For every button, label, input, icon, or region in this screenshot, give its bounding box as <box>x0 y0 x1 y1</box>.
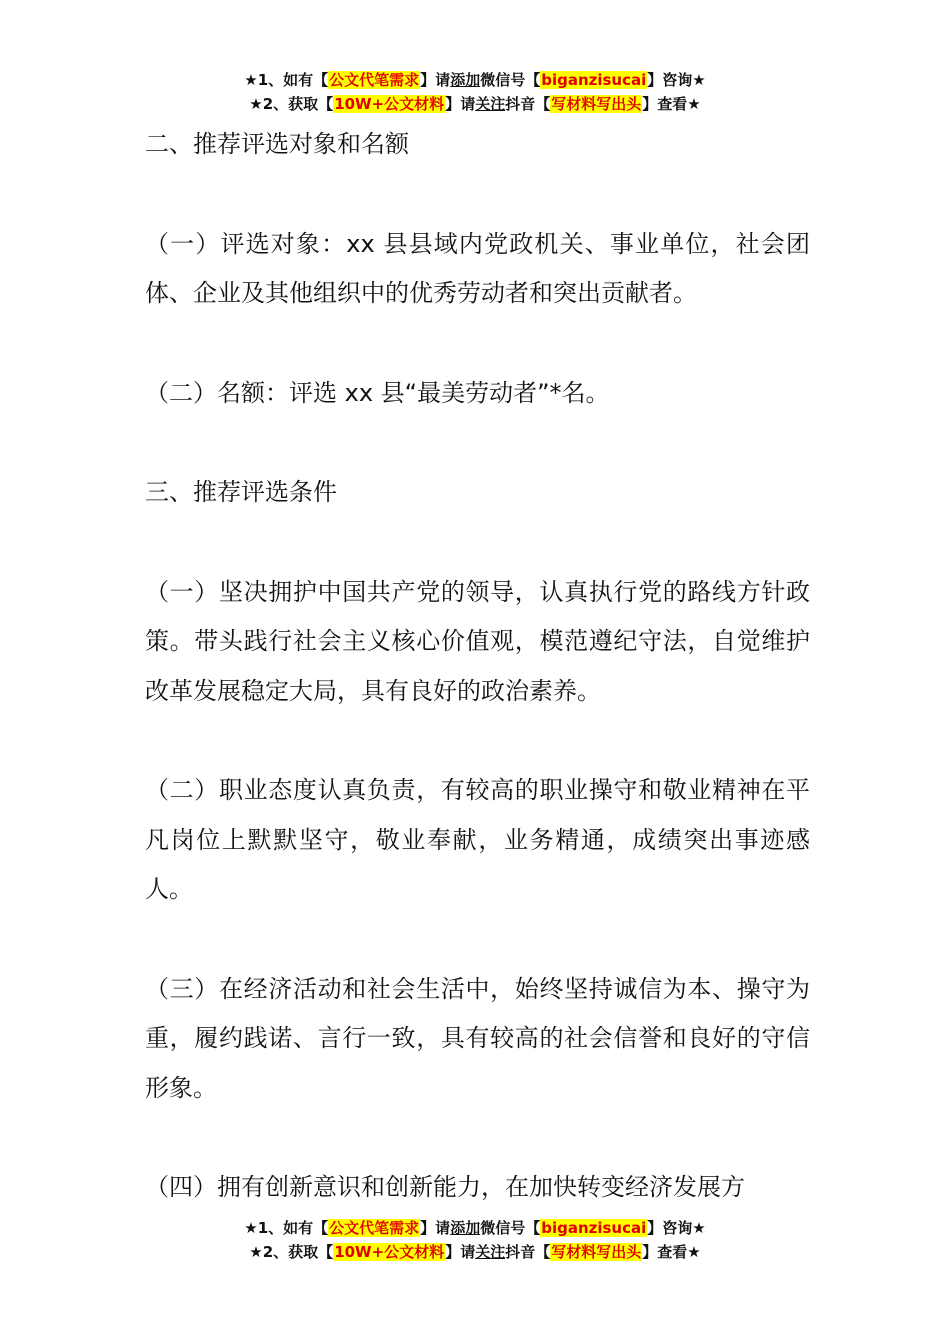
section-heading: 三、推荐评选条件 <box>145 478 337 506</box>
banner-line-2: ★2、获取【10W+公文材料】请关注抖音【写材料写出头】查看★ <box>249 1243 701 1261</box>
banner-highlight: 公文代笔需求 <box>329 1219 420 1237</box>
banner-wechat-id: biganzisucai <box>541 1219 647 1237</box>
document-body <box>145 120 810 1213</box>
banner-douyin-id: 写材料写出头 <box>551 1243 642 1261</box>
section-heading: 二、推荐评选对象和名额 <box>145 130 409 158</box>
paragraph: （一）评选对象：xx 县县域内党政机关、事业单位，社会团体、企业及其他组织中的优秀劳动者和突出贡献者。 <box>145 229 810 307</box>
paragraph: （一）坚决拥护中国共产党的领导，认真执行党的路线方针政策。带头践行社会主义核心价值观，模范遵纪守法，自觉维护改革发展稳定大局，具有良好的政治素养。 <box>145 577 810 705</box>
banner-highlight: 公文代笔需求 <box>329 71 420 89</box>
header-banner <box>0 68 950 116</box>
banner-douyin-id: 写材料写出头 <box>551 95 642 113</box>
banner-highlight: 10W+公文材料 <box>334 95 445 113</box>
banner-line-2: ★2、获取【10W+公文材料】请关注抖音【写材料写出头】查看★ <box>249 95 701 113</box>
banner-line-1: ★1、如有【公文代笔需求】请添加微信号【biganzisucai】咨询★ <box>244 71 706 89</box>
banner-highlight: 10W+公文材料 <box>334 1243 445 1261</box>
footer-banner <box>0 1216 950 1264</box>
paragraph: （四）拥有创新意识和创新能力，在加快转变经济发展方 <box>145 1173 745 1201</box>
banner-line-1: ★1、如有【公文代笔需求】请添加微信号【biganzisucai】咨询★ <box>244 1219 706 1237</box>
paragraph: （二）名额：评选 xx 县“最美劳动者”*名。 <box>145 378 610 407</box>
banner-wechat-id: biganzisucai <box>541 71 647 89</box>
paragraph: （三）在经济活动和社会生活中，始终坚持诚信为本、操守为重，履约践诺、言行一致，具有较高的社会信誉和良好的守信形象。 <box>145 974 810 1102</box>
paragraph: （二）职业态度认真负责，有较高的职业操守和敬业精神在平凡岗位上默默坚守，敬业奉献，业务精通，成绩突出事迹感人。 <box>145 776 810 903</box>
